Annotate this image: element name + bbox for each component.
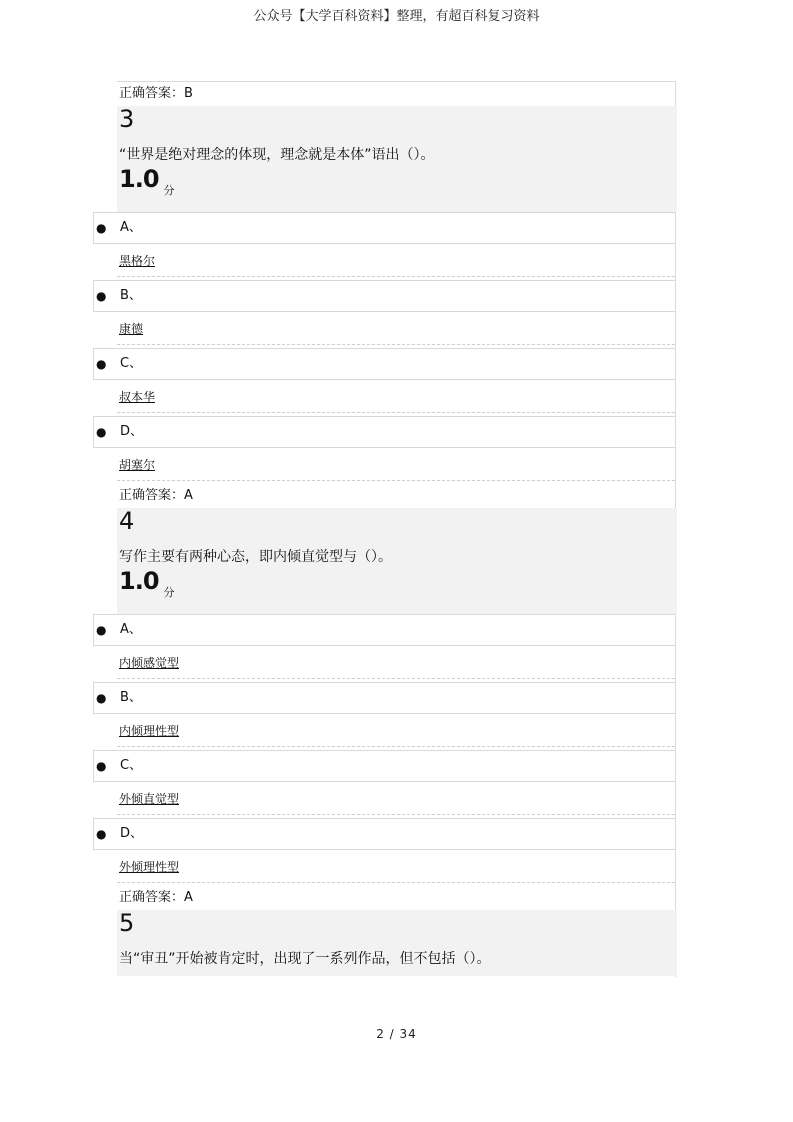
option-label: D、 <box>120 826 144 841</box>
bullet-icon: ● <box>96 425 107 439</box>
question-text: “世界是绝对理念的体现，理念就是本体”语出（）。 <box>119 147 435 163</box>
option-text: 胡塞尔 <box>119 458 156 472</box>
option-text: 内倾感觉型 <box>119 656 180 670</box>
option-a[interactable] <box>93 614 675 646</box>
correct-answer-4: 正确答案：A <box>117 886 677 911</box>
option-value <box>117 851 675 883</box>
option-c[interactable] <box>93 750 675 782</box>
option-text: 内倾理性型 <box>119 724 180 738</box>
page-header: 公众号【大学百科资料】整理，有超百科复习资料 <box>253 9 540 24</box>
score-value: 1.0 <box>119 165 159 193</box>
question-number: 4 <box>119 507 135 535</box>
option-text: 黑格尔 <box>119 254 156 268</box>
option-b[interactable] <box>93 682 675 714</box>
bullet-icon: ● <box>96 623 107 637</box>
option-a[interactable] <box>93 212 675 244</box>
bullet-icon: ● <box>96 759 107 773</box>
question-text: 当“审丑”开始被肯定时，出现了一系列作品，但不包括（）。 <box>119 951 491 967</box>
page-number: 2 / 34 <box>376 1027 417 1041</box>
option-value <box>117 783 675 815</box>
score-unit: 分 <box>163 586 175 599</box>
question-4 <box>117 508 677 614</box>
option-value <box>117 313 675 345</box>
option-value <box>117 647 675 679</box>
correct-answer-2: 正确答案：B <box>117 82 677 107</box>
bullet-icon: ● <box>96 221 107 235</box>
option-label: D、 <box>120 424 144 439</box>
option-value <box>117 381 675 413</box>
option-label: A、 <box>120 622 142 637</box>
option-label: A、 <box>120 220 142 235</box>
option-value <box>117 245 675 277</box>
bullet-icon: ● <box>96 827 107 841</box>
option-label: C、 <box>120 758 143 773</box>
question-text: 写作主要有两种心态，即内倾直觉型与（）。 <box>119 549 392 565</box>
score-value: 1.0 <box>119 567 159 595</box>
option-text: 外倾理性型 <box>119 860 180 874</box>
option-text: 叔本华 <box>119 390 156 404</box>
question-number: 5 <box>119 909 135 937</box>
option-label: C、 <box>120 356 143 371</box>
option-value <box>117 449 675 481</box>
question-number: 3 <box>119 105 135 133</box>
option-label: B、 <box>120 690 142 705</box>
option-d[interactable] <box>93 818 675 850</box>
option-d[interactable] <box>93 416 675 448</box>
bullet-icon: ● <box>96 357 107 371</box>
question-score <box>119 568 677 600</box>
option-b[interactable] <box>93 280 675 312</box>
option-text: 康德 <box>119 322 144 336</box>
score-unit: 分 <box>163 184 175 197</box>
option-label: B、 <box>120 288 142 303</box>
question-3 <box>117 106 677 212</box>
option-text: 外倾直觉型 <box>119 792 180 806</box>
option-value <box>117 715 675 747</box>
question-score <box>119 166 677 198</box>
option-c[interactable] <box>93 348 675 380</box>
bullet-icon: ● <box>96 289 107 303</box>
bullet-icon: ● <box>96 691 107 705</box>
question-5 <box>117 910 677 976</box>
correct-answer-3: 正确答案：A <box>117 484 677 509</box>
